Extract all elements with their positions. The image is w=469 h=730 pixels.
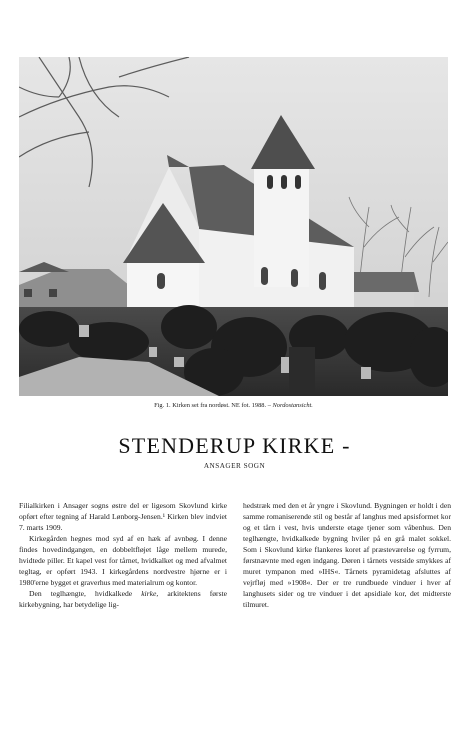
emphasis-text: kirke, (141, 589, 159, 598)
paragraph-text: Den teglhængte, hvidkalkede (29, 589, 142, 598)
figure-caption (19, 402, 448, 409)
caption-text: Fig. 1. Kirken set fra nordøst. NE fot. 1988. – (154, 402, 273, 409)
right-text-column (243, 500, 451, 610)
page-title: STENDERUP KIRKE - (118, 433, 351, 458)
paragraph-text: arkitektens første kirkebygning, har betydelige lig- (19, 589, 227, 609)
paragraph: Filialkirken i Ansager sogns østre del er ligesom Skovlund kirke opført efter tegning af Harald Lønborg-Jensen.¹ Kirken blev indviet 7. marts 1909. (19, 501, 227, 532)
church-photograph (19, 57, 448, 396)
paragraph: hedstræk med den et år yngre i Skovlund. Bygningen er holdt i den samme romaniserende stil og består af langhus med apsisformet kor og et tårn i vest, hvis underste etage tjener som våbenhus. Den teglhængte, hvidkalkede bygning hviler på en grå malet sokkel. Som i Skovlund kirke flankeres koret af præsteværelse og fyrrum, førstnævnte med egen indgang. Døren i tårnets vestside smykkes af muret tympanon med »IHS«. Tårnets pyramidetag afsluttes af vejrfløj med »1908«. Der er tre rundbuede vinduer i hver af langhusets sider og tre vinduer i det apsidiale kor, det midterste tilmuret. (243, 501, 451, 609)
page-subtitle: ANSAGER SOGN (203, 462, 266, 470)
caption-credit: Nordostansicht. (272, 402, 313, 409)
left-text-column (19, 500, 227, 610)
church-photo-graphic (19, 57, 448, 396)
paragraph: Kirkegården hegnes mod syd af en hæk af avnbøg. I denne findes hovedindgangen, en dobbeltfløjet låge mellem murede, hvidtede piller. Et kapel vest for tårnet, hvidkalket og med afvalmet tegltag, er opført 1943. I kirkegårdens nordvestre hjørne er i 1980'erne bygget et graverhus med materialrum og kontor. (19, 534, 227, 587)
paragraph (19, 588, 227, 610)
